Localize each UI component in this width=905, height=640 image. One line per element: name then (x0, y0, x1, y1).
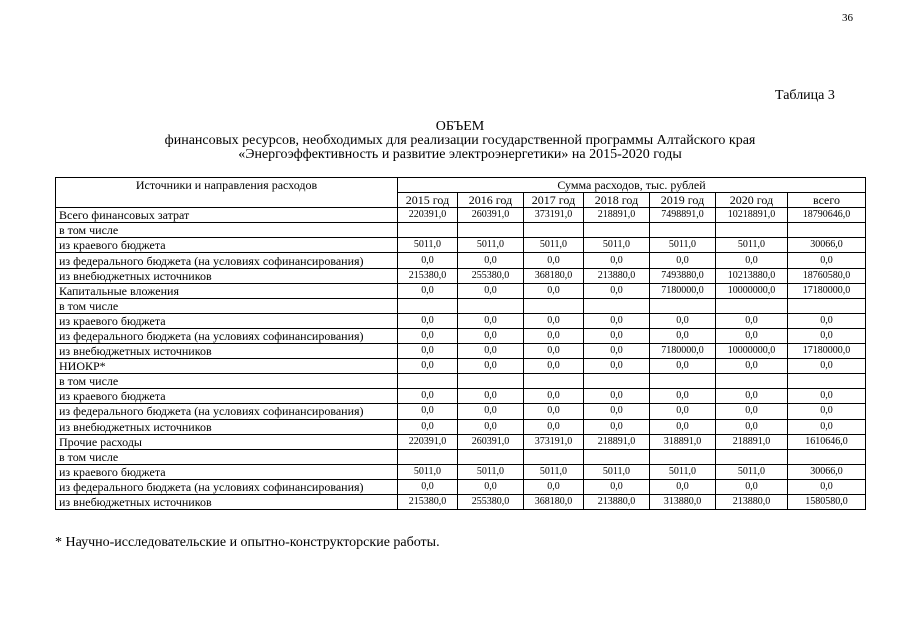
row-value-cell: 18760580,0 (788, 268, 866, 283)
header-year-2016: 2016 год (458, 193, 524, 208)
header-total: всего (788, 193, 866, 208)
row-value-cell: 0,0 (716, 328, 788, 343)
row-value-cell: 10213880,0 (716, 268, 788, 283)
row-value-cell: 5011,0 (458, 464, 524, 479)
table-row (56, 238, 866, 253)
row-value-cell (716, 223, 788, 238)
row-value-cell: 0,0 (398, 313, 458, 328)
row-label: Капитальные вложения (56, 283, 398, 298)
table-row (56, 313, 866, 328)
row-value-cell: 0,0 (788, 328, 866, 343)
row-label: НИОКР* (56, 359, 398, 374)
row-value-cell (398, 298, 458, 313)
row-value-cell: 0,0 (524, 253, 584, 268)
row-value-cell: 0,0 (650, 313, 716, 328)
row-value-cell: 255380,0 (458, 268, 524, 283)
table-row (56, 268, 866, 283)
row-value-cell: 0,0 (458, 344, 524, 359)
row-label: в том числе (56, 223, 398, 238)
table-row (56, 404, 866, 419)
row-value-cell: 213880,0 (584, 268, 650, 283)
footnote: * Научно-исследовательские и опытно-конструкторские работы. (55, 535, 440, 550)
row-value-cell: 0,0 (398, 359, 458, 374)
row-value-cell: 0,0 (788, 253, 866, 268)
row-value-cell (584, 449, 650, 464)
row-value-cell: 218891,0 (584, 208, 650, 223)
row-value-cell: 313880,0 (650, 494, 716, 509)
row-value-cell: 0,0 (716, 253, 788, 268)
row-value-cell: 0,0 (788, 404, 866, 419)
row-value-cell: 17180000,0 (788, 344, 866, 359)
row-value-cell: 5011,0 (398, 464, 458, 479)
table-row (56, 419, 866, 434)
table-header (56, 178, 866, 208)
row-value-cell: 10000000,0 (716, 344, 788, 359)
row-value-cell: 0,0 (524, 313, 584, 328)
row-value-cell: 0,0 (398, 404, 458, 419)
row-value-cell: 215380,0 (398, 494, 458, 509)
row-value-cell (716, 449, 788, 464)
table-row (56, 283, 866, 298)
row-value-cell: 0,0 (458, 419, 524, 434)
row-label: из краевого бюджета (56, 389, 398, 404)
row-value-cell: 0,0 (650, 419, 716, 434)
row-value-cell: 218891,0 (716, 434, 788, 449)
row-value-cell: 0,0 (524, 389, 584, 404)
row-label: из федерального бюджета (на условиях софинансирования) (56, 253, 398, 268)
row-value-cell: 0,0 (584, 404, 650, 419)
header-year-2020: 2020 год (716, 193, 788, 208)
row-value-cell: 5011,0 (584, 464, 650, 479)
row-value-cell: 0,0 (716, 419, 788, 434)
row-value-cell: 7498891,0 (650, 208, 716, 223)
header-row-1 (56, 178, 866, 193)
header-year-2015: 2015 год (398, 193, 458, 208)
row-value-cell: 0,0 (788, 419, 866, 434)
row-value-cell (458, 298, 524, 313)
row-value-cell: 0,0 (398, 479, 458, 494)
row-value-cell: 0,0 (584, 419, 650, 434)
row-value-cell: 5011,0 (458, 238, 524, 253)
row-value-cell (650, 298, 716, 313)
row-value-cell: 1610646,0 (788, 434, 866, 449)
row-value-cell (650, 374, 716, 389)
row-value-cell: 0,0 (398, 253, 458, 268)
title-block (60, 120, 860, 162)
row-value-cell: 0,0 (788, 389, 866, 404)
header-year-2018: 2018 год (584, 193, 650, 208)
row-value-cell: 0,0 (650, 359, 716, 374)
row-value-cell (458, 223, 524, 238)
row-value-cell (650, 449, 716, 464)
row-label: из краевого бюджета (56, 313, 398, 328)
table-row (56, 208, 866, 223)
row-value-cell: 0,0 (458, 389, 524, 404)
row-label: в том числе (56, 298, 398, 313)
row-value-cell: 0,0 (584, 344, 650, 359)
row-value-cell: 0,0 (458, 313, 524, 328)
row-value-cell (584, 223, 650, 238)
row-value-cell: 5011,0 (650, 238, 716, 253)
row-value-cell: 0,0 (458, 328, 524, 343)
row-value-cell: 7180000,0 (650, 283, 716, 298)
row-value-cell: 0,0 (584, 253, 650, 268)
row-value-cell: 0,0 (584, 359, 650, 374)
row-label: из федерального бюджета (на условиях софинансирования) (56, 328, 398, 343)
row-value-cell (788, 223, 866, 238)
row-value-cell: 18790646,0 (788, 208, 866, 223)
table-row (56, 389, 866, 404)
row-value-cell: 30066,0 (788, 238, 866, 253)
row-value-cell: 0,0 (716, 313, 788, 328)
row-label: из внебюджетных источников (56, 419, 398, 434)
header-year-2017: 2017 год (524, 193, 584, 208)
table-label: Таблица 3 (775, 88, 835, 103)
row-value-cell: 0,0 (524, 479, 584, 494)
row-value-cell: 260391,0 (458, 434, 524, 449)
row-value-cell (788, 298, 866, 313)
table-row (56, 449, 866, 464)
row-value-cell: 0,0 (398, 283, 458, 298)
row-label: из федерального бюджета (на условиях софинансирования) (56, 479, 398, 494)
row-value-cell (398, 374, 458, 389)
row-value-cell: 0,0 (584, 328, 650, 343)
row-value-cell: 0,0 (650, 253, 716, 268)
table-row (56, 464, 866, 479)
table-row (56, 434, 866, 449)
row-value-cell: 5011,0 (716, 464, 788, 479)
row-value-cell: 0,0 (650, 479, 716, 494)
table-row (56, 253, 866, 268)
row-value-cell: 373191,0 (524, 434, 584, 449)
row-value-cell (788, 374, 866, 389)
table-row (56, 223, 866, 238)
title-line-2: «Энергоэффективность и развитие электроэнергетики» на 2015-2020 годы (238, 147, 682, 162)
row-value-cell: 5011,0 (584, 238, 650, 253)
row-value-cell: 0,0 (524, 344, 584, 359)
row-value-cell: 255380,0 (458, 494, 524, 509)
row-value-cell: 0,0 (584, 479, 650, 494)
row-value-cell: 1580580,0 (788, 494, 866, 509)
row-value-cell: 0,0 (524, 404, 584, 419)
row-value-cell: 10000000,0 (716, 283, 788, 298)
row-label: из краевого бюджета (56, 238, 398, 253)
row-value-cell: 368180,0 (524, 268, 584, 283)
row-value-cell: 0,0 (458, 253, 524, 268)
title-line-1: финансовых ресурсов, необходимых для реализации государственной программы Алтайского края (164, 133, 756, 148)
row-label: из внебюджетных источников (56, 268, 398, 283)
row-value-cell: 17180000,0 (788, 283, 866, 298)
header-year-2019: 2019 год (650, 193, 716, 208)
row-value-cell: 10218891,0 (716, 208, 788, 223)
row-label: Прочие расходы (56, 434, 398, 449)
row-value-cell: 0,0 (584, 313, 650, 328)
row-value-cell: 0,0 (524, 359, 584, 374)
row-value-cell (458, 449, 524, 464)
page-number: 36 (842, 12, 853, 24)
row-value-cell: 0,0 (458, 359, 524, 374)
row-value-cell: 0,0 (584, 389, 650, 404)
row-value-cell: 0,0 (650, 404, 716, 419)
row-value-cell (650, 223, 716, 238)
row-value-cell (524, 449, 584, 464)
row-value-cell: 213880,0 (584, 494, 650, 509)
table-row (56, 328, 866, 343)
row-value-cell: 0,0 (458, 404, 524, 419)
finance-table (55, 177, 866, 510)
row-label: из федерального бюджета (на условиях софинансирования) (56, 404, 398, 419)
row-value-cell (524, 223, 584, 238)
row-label: в том числе (56, 449, 398, 464)
row-value-cell: 0,0 (458, 283, 524, 298)
table-row (56, 344, 866, 359)
row-value-cell: 0,0 (398, 344, 458, 359)
row-label: из внебюджетных источников (56, 344, 398, 359)
row-value-cell (788, 449, 866, 464)
row-value-cell: 30066,0 (788, 464, 866, 479)
table-row (56, 298, 866, 313)
row-value-cell: 218891,0 (584, 434, 650, 449)
row-value-cell: 0,0 (398, 389, 458, 404)
row-value-cell: 220391,0 (398, 434, 458, 449)
row-value-cell: 5011,0 (524, 464, 584, 479)
row-value-cell: 373191,0 (524, 208, 584, 223)
row-value-cell (524, 298, 584, 313)
row-value-cell: 0,0 (398, 328, 458, 343)
table-row (56, 359, 866, 374)
row-value-cell: 7493880,0 (650, 268, 716, 283)
row-value-cell: 0,0 (398, 419, 458, 434)
row-value-cell: 0,0 (788, 359, 866, 374)
title-main: ОБЪЕМ (435, 119, 485, 134)
row-value-cell: 0,0 (584, 283, 650, 298)
table-row (56, 479, 866, 494)
row-value-cell: 0,0 (650, 328, 716, 343)
row-value-cell: 0,0 (458, 479, 524, 494)
row-label: Всего финансовых затрат (56, 208, 398, 223)
row-value-cell: 215380,0 (398, 268, 458, 283)
row-value-cell (458, 374, 524, 389)
row-value-cell: 5011,0 (716, 238, 788, 253)
row-label: из краевого бюджета (56, 464, 398, 479)
row-value-cell: 0,0 (524, 328, 584, 343)
row-value-cell: 0,0 (524, 419, 584, 434)
row-value-cell: 0,0 (524, 283, 584, 298)
row-value-cell (716, 298, 788, 313)
row-value-cell: 260391,0 (458, 208, 524, 223)
row-value-cell (584, 374, 650, 389)
row-value-cell: 7180000,0 (650, 344, 716, 359)
row-value-cell: 0,0 (716, 359, 788, 374)
row-value-cell: 368180,0 (524, 494, 584, 509)
row-value-cell: 0,0 (716, 479, 788, 494)
row-label: из внебюджетных источников (56, 494, 398, 509)
table-body (56, 208, 866, 510)
row-label: в том числе (56, 374, 398, 389)
row-value-cell: 0,0 (650, 389, 716, 404)
row-value-cell (398, 223, 458, 238)
row-value-cell: 0,0 (788, 479, 866, 494)
row-value-cell: 0,0 (788, 313, 866, 328)
table-row (56, 494, 866, 509)
row-value-cell: 5011,0 (398, 238, 458, 253)
row-value-cell (398, 449, 458, 464)
row-value-cell (716, 374, 788, 389)
row-value-cell: 220391,0 (398, 208, 458, 223)
row-value-cell: 5011,0 (650, 464, 716, 479)
row-value-cell: 213880,0 (716, 494, 788, 509)
header-source: Источники и направления расходов (56, 178, 398, 208)
header-sum: Сумма расходов, тыс. рублей (398, 178, 866, 193)
row-value-cell: 5011,0 (524, 238, 584, 253)
row-value-cell: 0,0 (716, 404, 788, 419)
row-value-cell: 0,0 (716, 389, 788, 404)
row-value-cell (584, 298, 650, 313)
table-row (56, 374, 866, 389)
row-value-cell: 318891,0 (650, 434, 716, 449)
row-value-cell (524, 374, 584, 389)
